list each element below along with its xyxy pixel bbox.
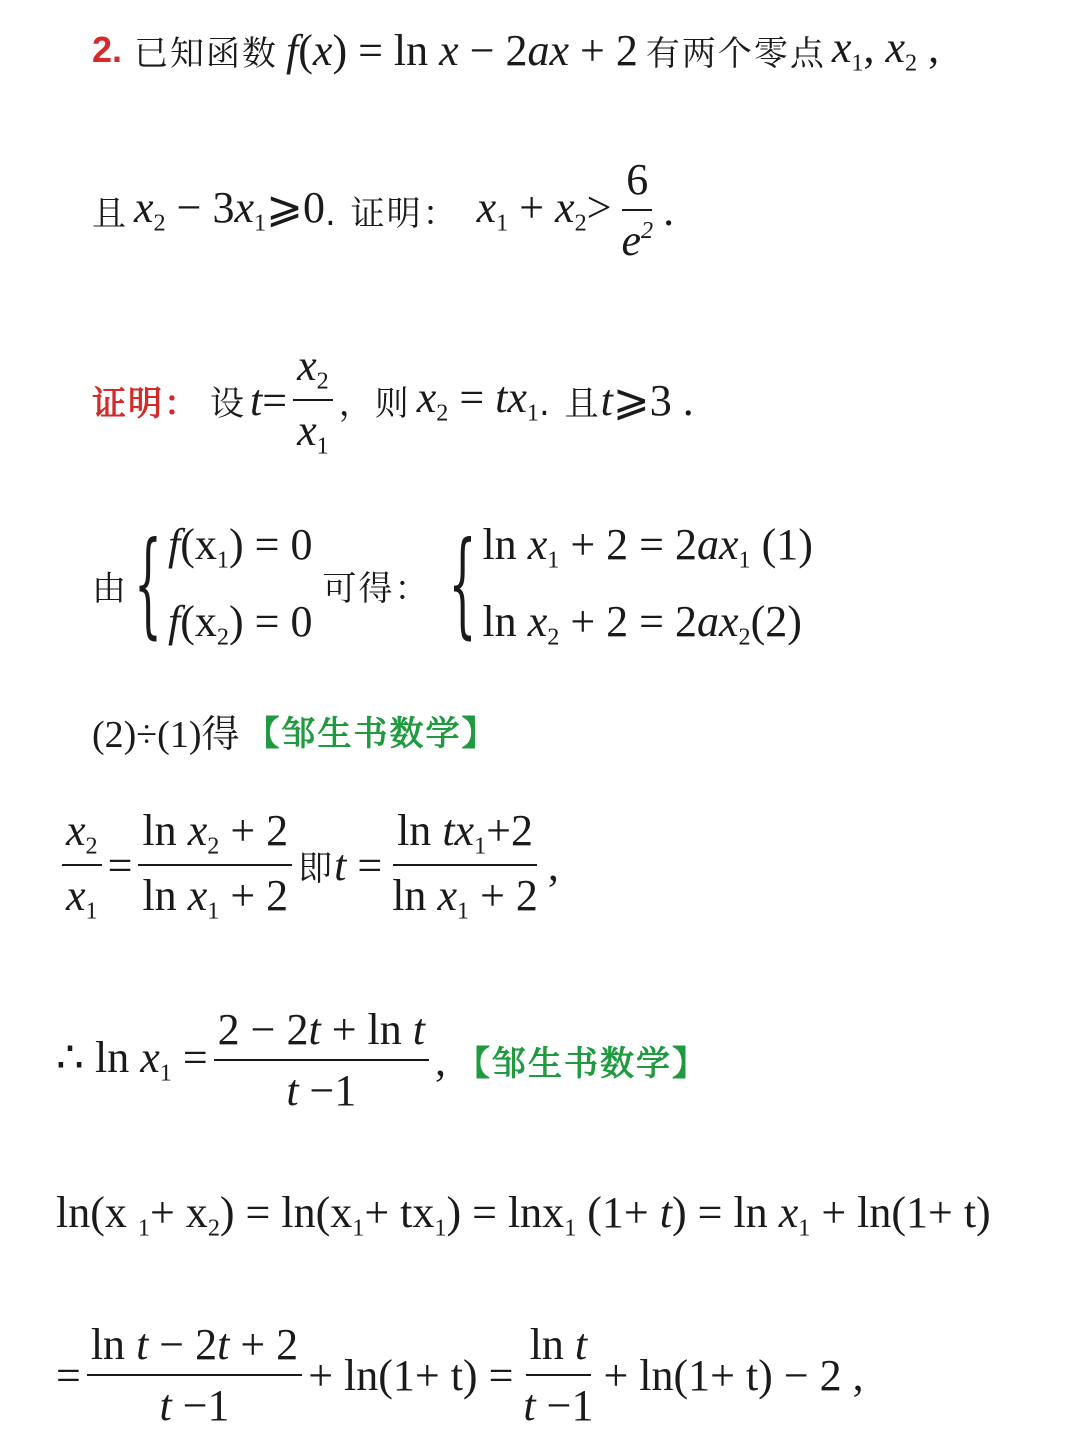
proof-label: 证明： [92,383,200,424]
proof-lnx1: ∴ $\ln x_1$ = $\frac{\text{2 − 2t + ln t}}{t -1}$ , 【邹生书数学】 [56,1005,709,1115]
problem-text-2: 有两个零点 [645,33,826,74]
function-def: f(x) = ln x − 2ax + 2 [286,25,638,75]
proof-by: 由 [92,568,128,609]
divide-text: (2)÷(1)得 [92,713,240,756]
system-ln: $\ln x_1 + 2 = 2ax_1$ (1) $\ln x_2 + 2 = 2ax_2(2)$ [482,519,813,651]
proof-lnsum: ln(x $_1+ x_2) = \ln(x_1+ tx_1) = \ln x_1$ $(1+ t) = \ln x_1 + \ln(1+ t)$ [56,1188,991,1242]
problem-text-4: . 证明： [324,193,459,234]
claim-numerator: 6 [622,154,652,211]
t-fraction: $\frac{x_2}{x_1}$ [293,340,333,461]
watermark-1: 【邹生书数学】 [245,713,498,754]
proof-then: ，则 [338,383,411,424]
problem-text-3: 且 [92,193,128,234]
problem-text-1: 已知函数 [134,33,279,74]
claim-lhs: $x_1 + x_2>$ [476,183,612,237]
problem-line-1 [92,20,939,80]
proof-set: 设 [210,383,246,424]
claim-fraction [617,154,657,266]
watermark-2: 【邹生书数学】 [456,1043,709,1084]
proof-ratio: $\frac{x_2}{x_1}$ = $\frac{\ln x_2 + 2}{\ln x_1 + 2}$ 即 t = $\frac{\ln tx_1+2}{\ln x_1 + 2}$ , [56,800,559,930]
system-f: $f(x_1) = 0$ $f(x_2) = 0$ [168,519,313,651]
condition: $x_2$ − $3x_1⩾0$ [134,183,325,237]
proof-system: 由 { $f(x_1) = 0$ $f(x_2) = 0$ 可得： { $\ln x_1 + 2 = 2ax_1$ (1) $\ln x_2 + 2 = 2ax_2(2)$ [92,518,813,652]
proof-line-1: 证明： 设 t = $\frac{x_2}{x_1}$ ，则 $x_2 = tx_1$ . 且 t⩾3 . [92,340,694,460]
proof-get: 可得： [322,568,431,609]
proof-namely: 即 [298,848,335,889]
claim-denominator: $e^2$ [621,216,654,265]
proof-divide [92,700,497,760]
proof-and: . 且 [539,383,601,424]
zeros: $x_1$, $x_2$ , [831,23,940,77]
problem-line-2: 且 $x_2$ − $3x_1⩾0$ . 证明： $x_1 + x_2>$ $\frac{6}{e^2}$ . [92,155,675,265]
proof-final: = $\frac{\text{ln t − 2t + 2}}{t -1}$ + ln(1+ t) = $\frac{\text{ln t}}{t -1}$ + ln(1+ t) − 2 , [56,1320,864,1430]
problem-number: 2. [92,29,123,70]
